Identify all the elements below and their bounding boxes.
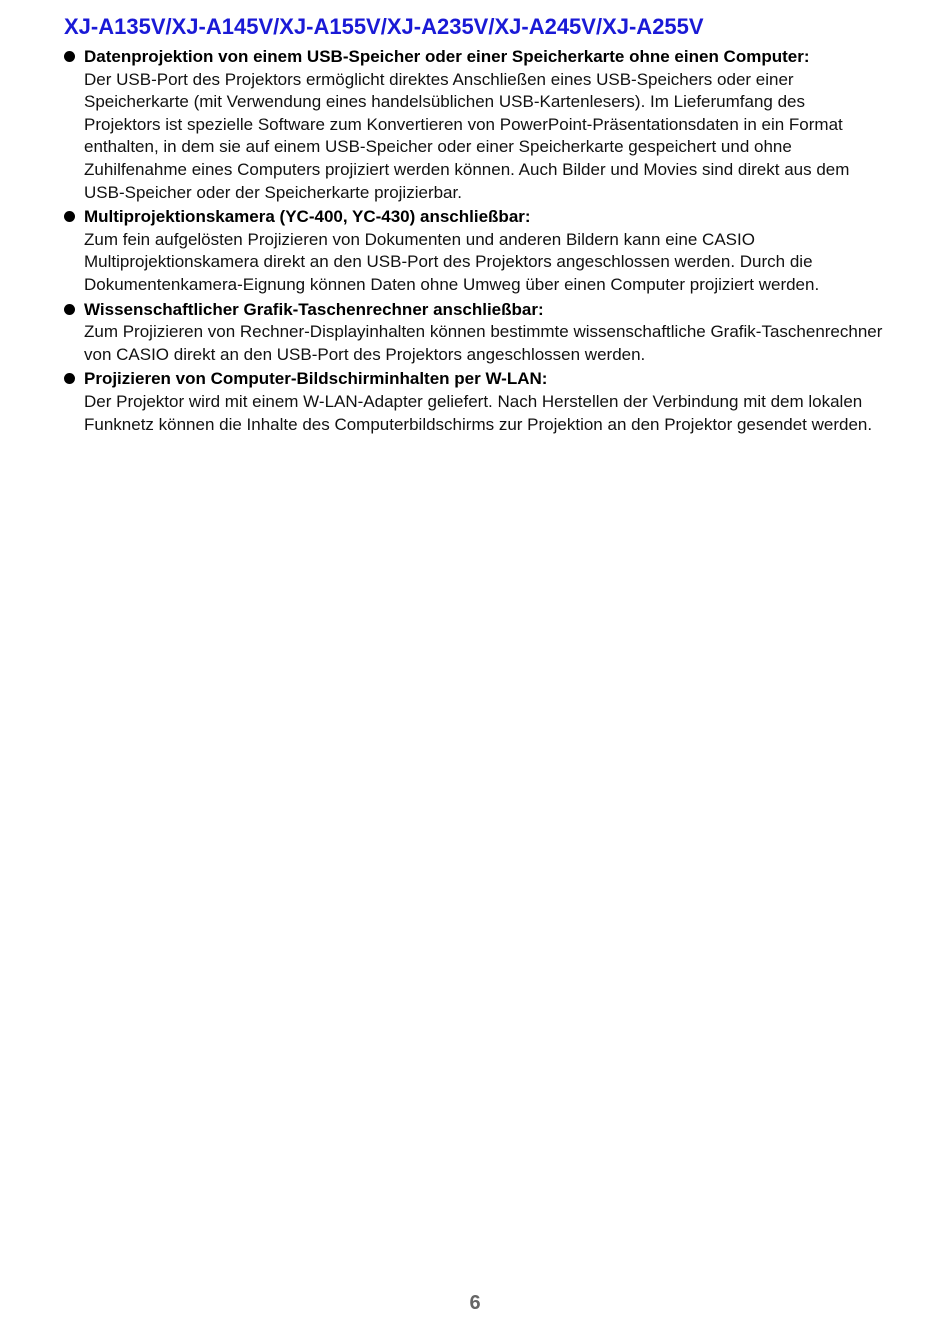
bullet-icon <box>64 51 75 62</box>
bullet-icon <box>64 304 75 315</box>
feature-description: Der Projektor wird mit einem W-LAN-Adapter geliefert. Nach Herstellen der Verbindung mit dem lokalen Funknetz können die Inhalte des Computerbildschirms zur Projektion an den Projektor gesendet werden. <box>84 391 873 434</box>
feature-heading: Projizieren von Computer-Bildschirminhalten per W-LAN: <box>84 369 548 389</box>
feature-description: Zum Projizieren von Rechner-Displayinhalten können bestimmte wissenschaftliche Grafik-Taschenrechner von CASIO direkt an den USB-Port des Projektors angeschlossen werden. <box>84 322 883 364</box>
list-item <box>64 299 884 367</box>
list-item <box>64 46 884 204</box>
bullet-icon <box>64 373 75 384</box>
feature-heading: Multiprojektionskamera (YC-400, YC-430) anschließbar: <box>84 207 531 227</box>
page-title: XJ-A135V/XJ-A145V/XJ-A155V/XJ-A235V/XJ-A245V/XJ-A255V <box>64 14 704 39</box>
feature-list <box>64 46 884 438</box>
bullet-icon <box>64 211 75 222</box>
list-item <box>64 368 884 436</box>
list-item <box>64 206 884 296</box>
feature-description: Zum fein aufgelösten Projizieren von Dokumenten und anderen Bildern kann eine CASIO Multiprojektionskamera direkt an den USB-Port des Projektors angeschlossen werden. Durch die Dokumentenkamera-Eignung können Daten ohne Umweg über einen Computer projiziert werden. <box>84 229 820 294</box>
feature-heading: Wissenschaftlicher Grafik-Taschenrechner anschließbar: <box>84 299 544 319</box>
feature-heading: Datenprojektion von einem USB-Speicher oder einer Speicherkarte ohne einen Computer: <box>84 47 810 66</box>
feature-description: Der USB-Port des Projektors ermöglicht direktes Anschließen eines USB-Speichers oder einer Speicherkarte (mit Verwendung eines handelsüblichen USB-Kartenlesers). Im Lieferumfang des Projektors ist spezielle Software zum Konvertieren von PowerPoint-Präsentationsdaten in ein Format enthalten, in dem sie auf einem USB-Speicher oder einer Speicherkarte gespeichert und ohne Zuhilfenahme eines Computers projiziert werden können. Auch Bilder und Movies sind direkt aus dem USB-Speicher oder der Speicherkarte projizierbar. <box>84 69 850 202</box>
page-number: 6 <box>469 1292 481 1314</box>
